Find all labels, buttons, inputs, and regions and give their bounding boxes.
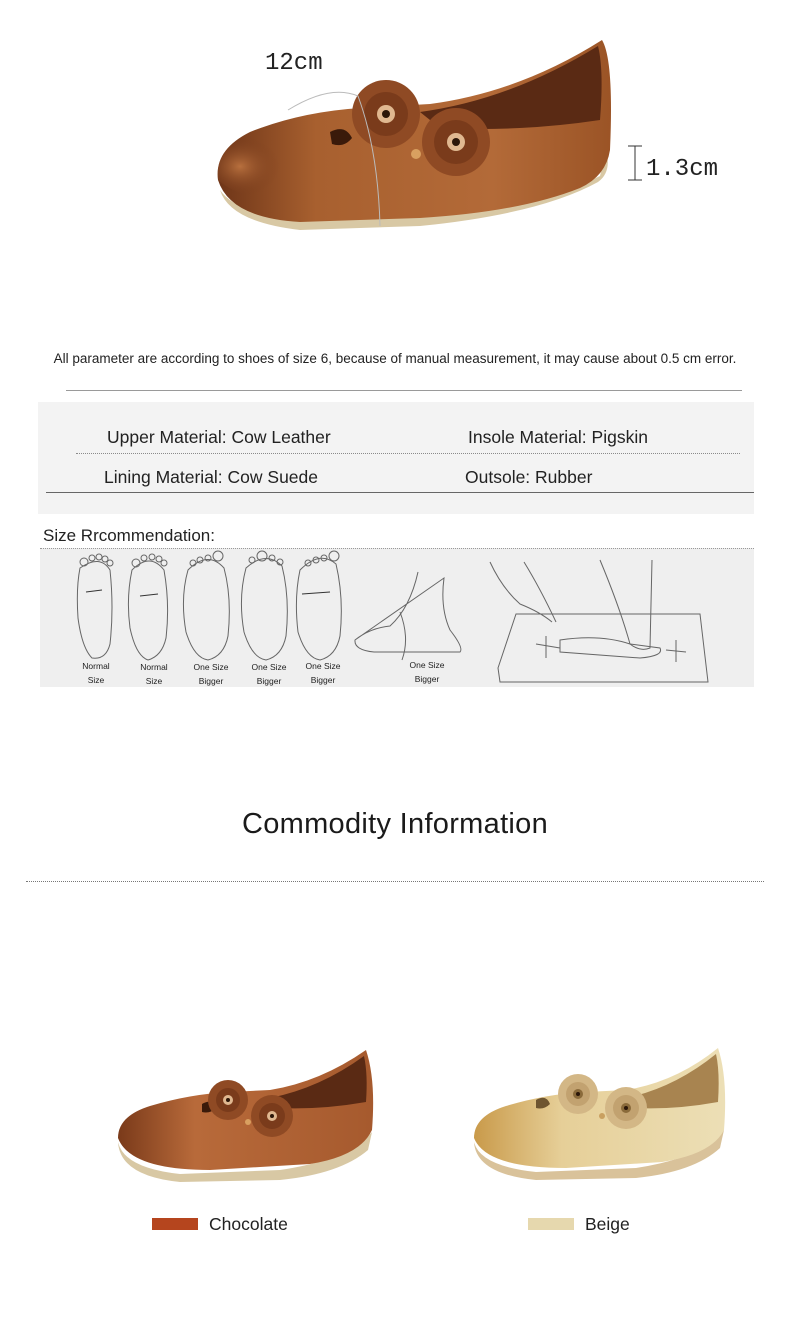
chocolate-shoe-image: [110, 1040, 380, 1190]
foot-label-line: One Size: [409, 660, 445, 670]
foot-label-line: Normal: [140, 662, 168, 672]
chocolate-color-swatch: [152, 1218, 198, 1230]
foot-label-line: Bigger: [414, 674, 440, 684]
insole-material: Insole Material: Pigskin: [468, 427, 648, 447]
beige-shoe-image: [466, 1036, 736, 1186]
length-measurement: 12cm: [265, 50, 323, 77]
divider: [46, 492, 754, 493]
foot-label-line: Size: [87, 675, 105, 685]
foot-label: [186, 660, 236, 688]
divider: [26, 881, 764, 882]
beige-color-swatch: [528, 1218, 574, 1230]
foot-label-line: Bigger: [256, 676, 282, 686]
foot-label-line: One Size: [251, 662, 287, 672]
beige-color-label: Beige: [585, 1214, 630, 1234]
upper-material: Upper Material: Cow Leather: [107, 427, 331, 447]
divider: [66, 390, 742, 391]
foot-label-line: Bigger: [198, 676, 224, 686]
foot-label-line: Size: [145, 676, 163, 686]
section-title: Commodity Information: [241, 808, 549, 840]
lining-material: Lining Material: Cow Suede: [104, 467, 319, 487]
foot-label: [244, 660, 294, 688]
height-measurement: 1.3cm: [646, 156, 719, 183]
foot-label: [74, 659, 118, 687]
outsole-material: Outsole: Rubber: [465, 467, 593, 487]
foot-label-line: One Size: [193, 662, 229, 672]
foot-label-line: Bigger: [310, 675, 336, 685]
measurement-note: All parameter are according to shoes of size 6, because of manual measurement, it may cause about 0.5 cm error.: [53, 351, 737, 366]
materials-panel: [38, 402, 754, 514]
chocolate-color-label: Chocolate: [209, 1214, 288, 1234]
foot-label-line: One Size: [305, 661, 341, 671]
foot-label: [132, 660, 176, 688]
hero-shoe-image: [0, 0, 790, 300]
foot-label: [402, 658, 452, 686]
foot-label: [298, 659, 348, 687]
size-recommendation-title: Size Rrcommendation:: [43, 526, 215, 545]
divider: [76, 453, 740, 454]
foot-label-line: Normal: [82, 661, 110, 671]
